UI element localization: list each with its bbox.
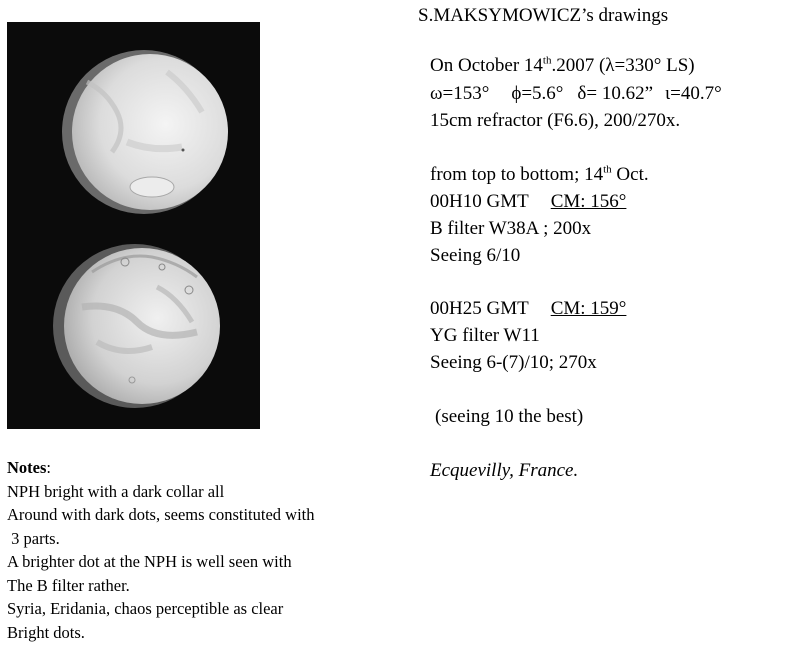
date-suffix: .2007 (λ=330° LS) [551,55,695,76]
param-delta: δ= 10.62” [577,83,654,104]
drawing1-seeing: Seeing 6/10 [430,245,521,266]
date-superscript: th [542,54,552,67]
notes-block [7,456,315,644]
drawing2-time-line [430,299,626,318]
mars-disc-top [62,50,228,214]
notes-line: A brighter dot at the NPH is well seen with [7,552,292,571]
param-omega: ω=153° [430,83,490,104]
notes-heading-line [7,456,315,480]
drawing2-seeing: Seeing 6-(7)/10; 270x [430,352,597,373]
param-iota: ι=40.7° [665,83,722,104]
drawing1-time-line [430,192,626,211]
notes-line: 3 parts. [7,528,60,548]
notes-heading: Notes [7,458,47,477]
observation-location: Ecquevilly, France. [430,460,579,481]
notes-line: Around with dark dots, seems constituted with [7,505,315,524]
order-superscript: th [603,163,612,176]
mars-disc-bottom [53,244,220,408]
order-suffix: Oct. [611,164,649,185]
notes-heading-colon: : [46,458,51,477]
drawings-panel [7,22,260,429]
notes-line: Bright dots. [7,622,85,642]
observation-date [430,56,695,75]
drawing1-filter: B filter W38A ; 200x [430,218,592,239]
drawing1-time: 00H10 GMT [430,191,529,212]
notes-line: NPH bright with a dark collar all [7,481,225,501]
drawing-order [430,165,649,184]
instrument-info: 15cm refractor (F6.6), 200/270x. [430,110,681,131]
drawing2-filter: YG filter W11 [430,325,540,346]
seeing-scale-note: (seeing 10 the best) [435,406,584,427]
mars-drawings [7,22,260,429]
notes-line: The B filter rather. [7,575,130,595]
drawing1-cm: CM: 156° [550,191,627,212]
param-phi: ϕ=5.6° [511,83,564,104]
drawings-title: S.MAKSYMOWICZ’s drawings [418,5,669,26]
date-prefix: On October 14 [430,55,543,76]
drawing2-cm: CM: 159° [550,298,627,319]
drawing2-time: 00H25 GMT [430,298,529,319]
order-prefix: from top to bottom; 14 [430,164,604,185]
notes-line: Syria, Eridania, chaos perceptible as clear [7,599,284,618]
observation-params [430,84,722,103]
